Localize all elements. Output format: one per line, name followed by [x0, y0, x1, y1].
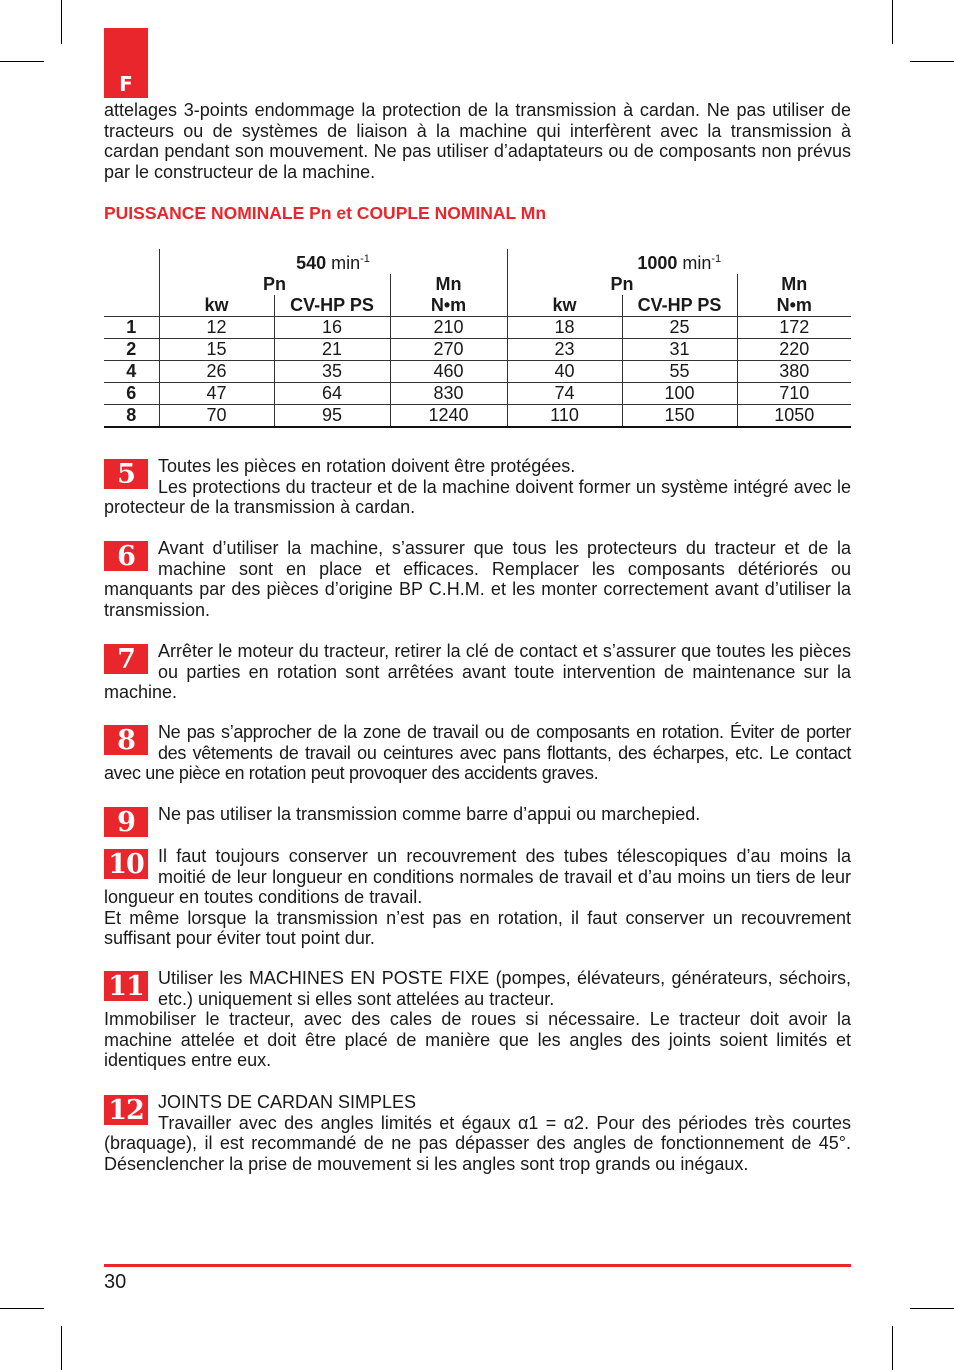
- table-cell: 270: [390, 339, 507, 361]
- table-cell: 64: [274, 383, 390, 405]
- footer-rule: [104, 1264, 851, 1267]
- section-number-badge: 9: [104, 807, 148, 837]
- section-number-badge: 7: [104, 644, 148, 674]
- cvhp-header: CV-HP PS: [274, 295, 390, 317]
- safety-section-8: [104, 722, 851, 784]
- crop-mark: [0, 61, 44, 62]
- table-row: [104, 405, 851, 428]
- section-number-badge: 11: [104, 971, 148, 1001]
- table-cell: 23: [507, 339, 622, 361]
- table-cell: 95: [274, 405, 390, 428]
- safety-section-10: [104, 846, 851, 949]
- section-heading: PUISSANCE NOMINALE Pn et COUPLE NOMINAL Mn: [104, 203, 547, 223]
- table-cell: 210: [390, 317, 507, 339]
- table-cell: 460: [390, 361, 507, 383]
- section-paragraph: Toutes les pièces en rotation doivent être protégées.: [158, 456, 576, 476]
- table-cell: 25: [622, 317, 737, 339]
- section-number-badge: 10: [104, 849, 148, 879]
- table-cell: 40: [507, 361, 622, 383]
- speed-value: 540: [296, 253, 327, 273]
- section-number-badge: 8: [104, 725, 148, 755]
- table-cell: 710: [737, 383, 851, 405]
- table-cell: 74: [507, 383, 622, 405]
- table-row: [104, 361, 851, 383]
- power-torque-table: [104, 249, 851, 428]
- empty-cell: [104, 249, 159, 274]
- speed-exponent: -1: [711, 253, 722, 265]
- table-cell: 70: [159, 405, 274, 428]
- table-row: [104, 339, 851, 361]
- section-paragraph: JOINTS DE CARDAN SIMPLES: [158, 1092, 417, 1112]
- page-number: 30: [104, 1271, 127, 1293]
- speed-unit: min: [331, 253, 361, 273]
- section-paragraph: Et même lorsque la transmission n’est pas en rotation, il faut conserver un recouvrement suffisant pour éviter tout point dur.: [104, 907, 851, 949]
- table-header-pn-mn: [104, 274, 851, 295]
- section-number-badge: 5: [104, 459, 148, 489]
- crop-mark: [910, 1308, 954, 1309]
- row-label: 8: [104, 405, 159, 428]
- crop-mark: [910, 61, 954, 62]
- table-cell: 35: [274, 361, 390, 383]
- table-cell: 172: [737, 317, 851, 339]
- table-cell: 830: [390, 383, 507, 405]
- table-cell: 12: [159, 317, 274, 339]
- section-paragraph: Il faut toujours conserver un recouvrement des tubes télescopiques d’au moins la moitié de leur longueur en conditions normales de travail et d’au moins un tiers de leur longueur en toutes conditions de travail.: [104, 846, 851, 908]
- speed-exponent: -1: [360, 253, 370, 265]
- row-label: 6: [104, 383, 159, 405]
- table-cell: 21: [274, 339, 390, 361]
- table-cell: 220: [737, 339, 851, 361]
- section-paragraph: Utiliser les MACHINES EN POSTE FIXE (pompes, élévateurs, générateurs, séchoirs, etc.) uniquement si elles sont attelées au tracteur.: [158, 968, 851, 1009]
- table-header-speed: [104, 249, 851, 274]
- section-paragraph: Les protections du tracteur et de la machine doivent former un système intégré avec le protecteur de la transmission à cardan.: [104, 476, 851, 518]
- table-cell: 1050: [737, 405, 851, 428]
- speed-1000-header: [507, 249, 851, 274]
- table-cell: 1240: [390, 405, 507, 428]
- crop-mark: [0, 1308, 44, 1309]
- empty-cell: [104, 295, 159, 317]
- kw-header: kw: [507, 295, 622, 317]
- table-cell: 26: [159, 361, 274, 383]
- intro-paragraph: attelages 3-points endommage la protection de la transmission à cardan. Ne pas utiliser de tracteurs ou de systèmes de liaison à la machine qui interfèrent avec la transmission à cardan pendant son mouvement. Ne pas utiliser d’adaptateurs ou de composants non prévus par le constructeur de la machine.: [104, 100, 851, 182]
- language-tab: F: [104, 28, 148, 98]
- table-cell: 18: [507, 317, 622, 339]
- section-paragraph: Ne pas s’approcher de la zone de travail ou de composants en rotation. Éviter de porter des vêtements de travail ou ceintures avec pans flottants, des écharpes, etc. Le contact avec une pièce en rotation peut provoquer des accidents graves.: [104, 722, 851, 784]
- safety-section-9: [104, 804, 851, 837]
- section-number-badge: 12: [104, 1095, 148, 1125]
- table-cell: 110: [507, 405, 622, 428]
- section-paragraph: Travailler avec des angles limités et égaux α1 = α2. Pour des périodes très courtes (braquage), il est recommandé de ne pas dépasser des angles de fonctionnement de 45°. Désenclencher la prise de mouvement si les angles sont trop grands ou inégaux.: [104, 1112, 851, 1174]
- table-cell: 47: [159, 383, 274, 405]
- mn-header: Mn: [737, 274, 851, 295]
- section-paragraph: Avant d’utiliser la machine, s’assurer que tous les protecteurs du tracteur et de la machine sont en place et efficaces. Remplacer les composants détériorés ou manquants par des pièces d’origine BP C.H.M. et les monter correctement avant d’utiliser la transmission.: [104, 538, 851, 620]
- safety-section-7: [104, 641, 851, 703]
- nm-header: N•m: [737, 295, 851, 317]
- crop-mark: [61, 1326, 62, 1370]
- table-cell: 100: [622, 383, 737, 405]
- speed-unit: min: [682, 253, 712, 273]
- kw-header: kw: [159, 295, 274, 317]
- table-cell: 15: [159, 339, 274, 361]
- table-cell: 16: [274, 317, 390, 339]
- table-header-units: [104, 295, 851, 317]
- pn-header: Pn: [159, 274, 390, 295]
- row-label: 2: [104, 339, 159, 361]
- nm-header: N•m: [390, 295, 507, 317]
- table-cell: 31: [622, 339, 737, 361]
- table-cell: 380: [737, 361, 851, 383]
- safety-section-12: [104, 1092, 851, 1174]
- safety-section-11: [104, 968, 851, 1071]
- table-row: [104, 383, 851, 405]
- section-paragraph: Arrêter le moteur du tracteur, retirer la clé de contact et s’assurer que toutes les pièces ou parties en rotation sont arrêtées avant toute intervention de maintenance sur la machine.: [104, 641, 851, 703]
- safety-section-6: [104, 538, 851, 620]
- crop-mark: [892, 1326, 893, 1370]
- speed-540-header: [159, 249, 507, 274]
- section-paragraph: Immobiliser le tracteur, avec des cales de roues si nécessaire. Le tracteur doit avoir la machine attelée et doit être placé de manière que les angles des joints soient limités et identiques entre eux.: [104, 1009, 851, 1071]
- row-label: 1: [104, 317, 159, 339]
- section-paragraph: Ne pas utiliser la transmission comme barre d’appui ou marchepied.: [158, 804, 701, 824]
- empty-cell: [104, 274, 159, 295]
- table-cell: 150: [622, 405, 737, 428]
- table-row: [104, 317, 851, 339]
- table-cell: 55: [622, 361, 737, 383]
- cvhp-header: CV-HP PS: [622, 295, 737, 317]
- mn-header: Mn: [390, 274, 507, 295]
- section-number-badge: 6: [104, 541, 148, 571]
- crop-mark: [892, 0, 893, 44]
- pn-header: Pn: [507, 274, 737, 295]
- speed-value: 1000: [637, 253, 678, 273]
- safety-section-5: [104, 456, 851, 518]
- row-label: 4: [104, 361, 159, 383]
- crop-mark: [61, 0, 62, 44]
